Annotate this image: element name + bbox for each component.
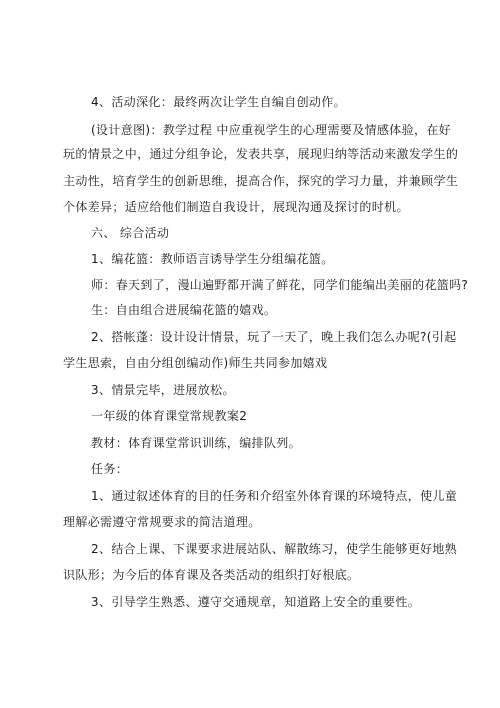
section-heading-6: 六、 综合活动 xyxy=(91,226,170,240)
paragraph-task-2: 2、结合上课、下课要求进展站队、解散练习，使学生能够更好地熟 xyxy=(91,542,458,556)
paragraph-activity-4: 4、活动深化：最终两次让学生自编自创动作。 xyxy=(91,95,346,109)
paragraph-task-1-cont: 理解必需遵守常规要求的简洁道理。 xyxy=(63,515,261,529)
paragraph-design-intent: (设计意图)：教学过程 中应重视学生的心理需要及情感体验，在好 xyxy=(91,123,452,137)
paragraph-design-intent-cont-3: 个体差异；适应给他们制造自我设计，展现沟通及探讨的时机。 xyxy=(63,200,409,214)
paragraph-design-intent-cont-1: 玩的情景之中，通过分组争论，发表共享，展现归纳等活动来激发学生的 xyxy=(63,147,459,161)
paragraph-tasks-label: 任务： xyxy=(91,462,129,476)
paragraph-relax: 3、情景完毕，进展放松。 xyxy=(91,383,235,397)
paragraph-task-1: 1、通过叙述体育的目的任务和介绍室外体育课的环境特点，使儿童 xyxy=(91,489,458,503)
lesson-plan-title-2: 一年级的体育课堂常规教案2 xyxy=(91,409,248,423)
paragraph-task-2-cont: 识队形；为今后的体育课及各类活动的组织打好根底。 xyxy=(63,568,360,582)
paragraph-task-3: 3、引导学生熟悉、遵守交通规章，知道路上安全的重要性。 xyxy=(91,595,421,609)
paragraph-student-line: 生：自由组合进展编花篮的嬉戏。 xyxy=(91,303,277,317)
paragraph-tent-cont: 学生思索，自由分组创编动作)师生共同参加嬉戏 xyxy=(63,356,328,370)
paragraph-tent: 2、搭帐蓬：设计设计情景，玩了一天了，晚上我们怎么办呢?(引起 xyxy=(91,330,457,344)
paragraph-materials: 教材：体育课堂常识训练，编排队列。 xyxy=(91,436,301,450)
paragraph-teacher-line: 师：春天到了，漫山遍野都开满了鲜花，同学们能编出美丽的花篮吗? xyxy=(91,278,469,292)
paragraph-flower-basket: 1、编花篮：教师语言诱导学生分组编花篮。 xyxy=(91,252,334,266)
paragraph-design-intent-cont-2: 主动性，培育学生的创新思维，提高合作，探究的学习力量，并兼顾学生 xyxy=(63,174,459,188)
